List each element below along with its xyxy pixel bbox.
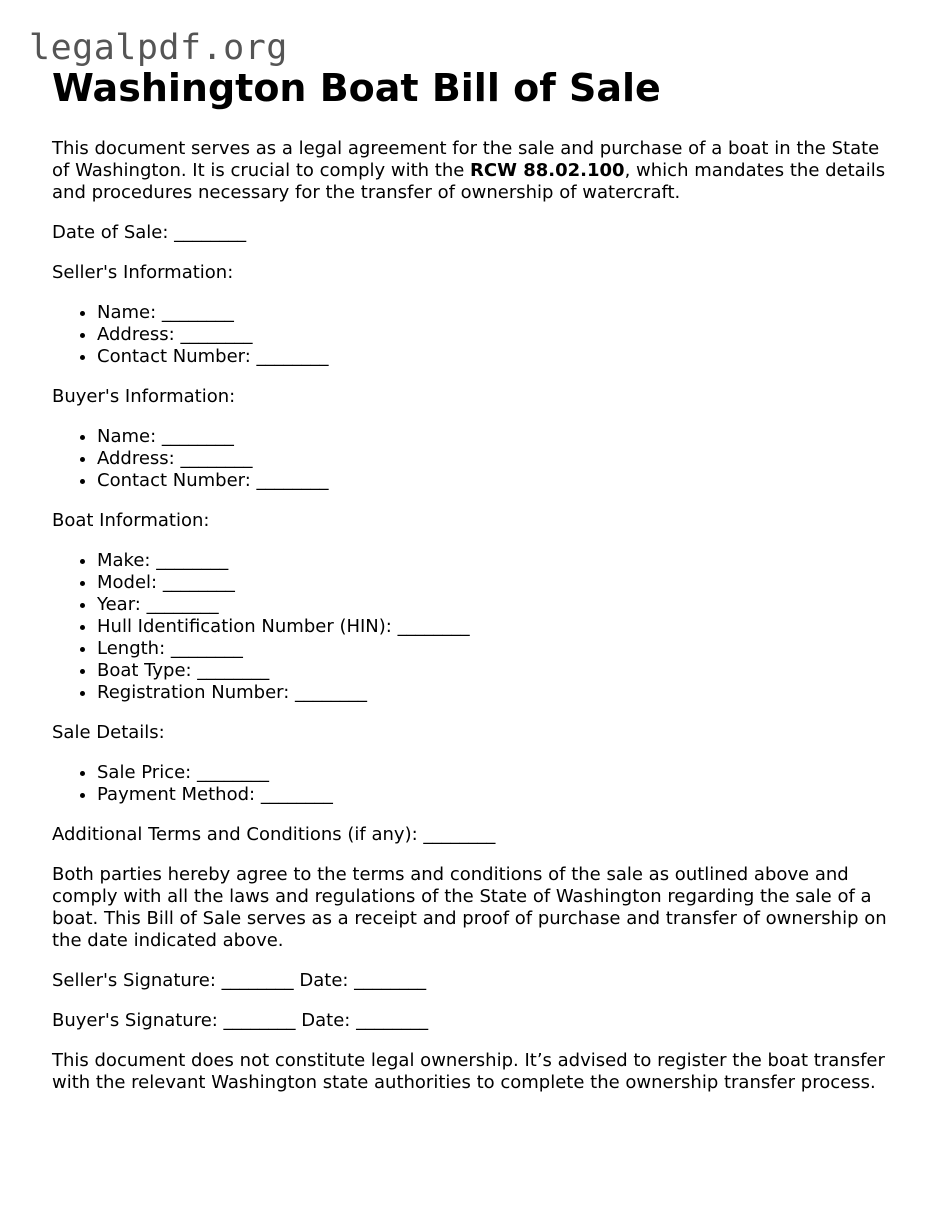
watermark-logo: legalpdf.org <box>29 28 288 68</box>
sale-price-field: • Sale Price: ________ <box>97 762 892 784</box>
intro-text-before: This document serves as a legal agreement for the sale and purchase of a boat in the State of Washington. It is crucial to comply with the <box>52 138 880 181</box>
sale-list <box>52 762 892 806</box>
buyer-name-field: • Name: ________ <box>97 426 892 448</box>
buyer-heading: Buyer's Information: <box>52 386 236 407</box>
boat-hin-field: • Hull Identification Number (HIN): ________ <box>97 616 892 638</box>
boat-model-field: • Model: ________ <box>97 572 892 594</box>
boat-make-field: • Make: ________ <box>97 550 892 572</box>
agreement-paragraph: Both parties hereby agree to the terms and conditions of the sale as outlined above and comply with all the laws and regulations of the State of Washington regarding the sale of a boat. This Bill of Sale serves as a receipt and proof of purchase and transfer of ownership on the date indicated above. <box>52 864 887 951</box>
buyer-address-field: • Address: ________ <box>97 448 892 470</box>
statute-reference: RCW 88.02.100 <box>470 160 625 181</box>
seller-heading: Seller's Information: <box>52 262 234 283</box>
payment-method-field: • Payment Method: ________ <box>97 784 892 806</box>
disclaimer-paragraph: This document does not constitute legal ownership. It’s advised to register the boat transfer with the relevant Washington state authorities to complete the ownership transfer process. <box>52 1050 885 1093</box>
seller-signature-line: Seller's Signature: ________ Date: ________ <box>52 970 427 991</box>
additional-terms-field: Additional Terms and Conditions (if any): ________ <box>52 824 496 845</box>
seller-name-field: • Name: ________ <box>97 302 892 324</box>
seller-list <box>52 302 892 368</box>
buyer-list <box>52 426 892 492</box>
boat-registration-field: • Registration Number: ________ <box>97 682 892 704</box>
buyer-contact-field: • Contact Number: ________ <box>97 470 892 492</box>
seller-contact-field: • Contact Number: ________ <box>97 346 892 368</box>
buyer-signature-line: Buyer's Signature: ________ Date: ________ <box>52 1010 429 1031</box>
boat-year-field: • Year: ________ <box>97 594 892 616</box>
boat-length-field: • Length: ________ <box>97 638 892 660</box>
intro-paragraph <box>52 138 892 204</box>
boat-heading: Boat Information: <box>52 510 210 531</box>
boat-list <box>52 550 892 704</box>
document-body <box>52 64 892 1112</box>
boat-type-field: • Boat Type: ________ <box>97 660 892 682</box>
seller-address-field: • Address: ________ <box>97 324 892 346</box>
sale-heading: Sale Details: <box>52 722 165 743</box>
document-title: Washington Boat Bill of Sale <box>52 66 661 110</box>
intro-text-after: , which mandates the details and procedures necessary for the transfer of ownership of watercraft. <box>52 160 886 203</box>
date-of-sale-field: Date of Sale: ________ <box>52 222 247 243</box>
